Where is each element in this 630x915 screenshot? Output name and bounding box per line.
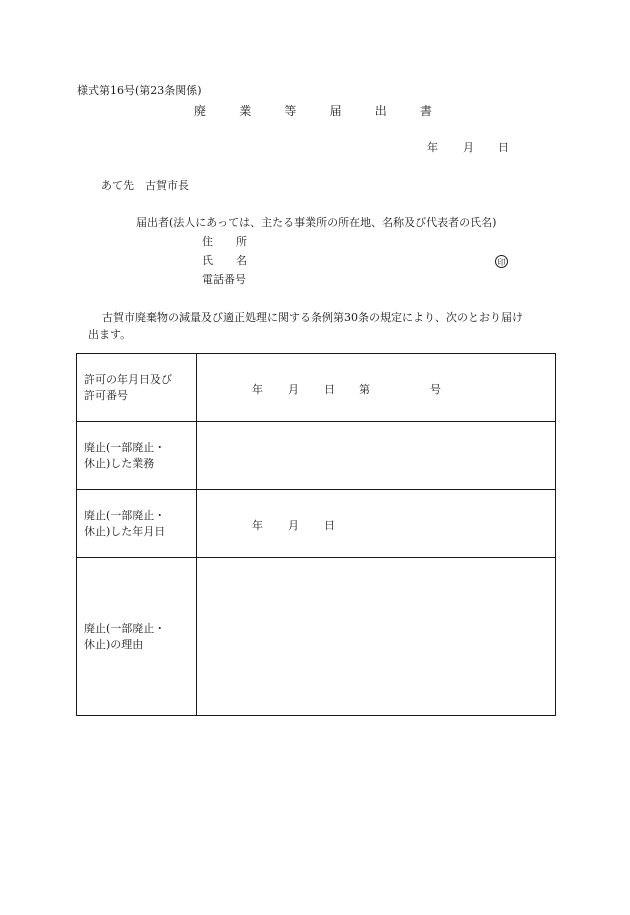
- title-char: 出: [374, 104, 387, 118]
- permit-number-prefix: 第: [359, 383, 370, 396]
- title-char: 書: [419, 104, 432, 118]
- table-row: [77, 422, 556, 490]
- seal-mark: 印: [495, 255, 508, 268]
- date-year: 年: [427, 141, 438, 154]
- name-label-char: 氏: [202, 254, 213, 267]
- reason-label-line2: 休止)の理由: [84, 637, 144, 651]
- reason-value-cell[interactable]: [197, 558, 556, 716]
- addressee: あて先 古賀市長: [101, 179, 189, 192]
- document-title: [194, 104, 432, 118]
- permit-month: 月: [288, 383, 299, 396]
- address-label-char: 所: [236, 235, 247, 248]
- permit-label-cell: [77, 354, 197, 422]
- permit-label-line1: 許可の年月日及び: [84, 372, 172, 386]
- closure-year: 年: [252, 519, 263, 532]
- business-value-cell[interactable]: [197, 422, 556, 490]
- closure-date-label-line2: 休止)した年月日: [84, 524, 166, 538]
- business-label-cell: [77, 422, 197, 490]
- name-label-char: 名: [236, 254, 247, 267]
- title-char: 等: [284, 104, 297, 118]
- date-month: 月: [463, 141, 474, 154]
- address-label-char: 住: [202, 235, 213, 248]
- title-char: 届: [329, 104, 342, 118]
- closure-month: 月: [288, 519, 299, 532]
- permit-number-suffix: 号: [430, 383, 441, 396]
- body-line-1: 古賀市廃棄物の減量及び適正処理に関する条例第30条の規定により、次のとおり届け: [102, 311, 523, 324]
- business-label-line1: 廃止(一部廃止・: [84, 440, 166, 454]
- table-row: [77, 354, 556, 422]
- closure-date-label-line1: 廃止(一部廃止・: [84, 508, 166, 522]
- permit-label-line2: 許可番号: [84, 388, 128, 402]
- phone-label: 電話番号: [202, 273, 246, 286]
- title-char: 業: [239, 104, 252, 118]
- form-number: 様式第16号(第23条関係): [77, 84, 202, 97]
- permit-year: 年: [252, 383, 263, 396]
- permit-day: 日: [324, 383, 335, 396]
- notification-table: [76, 353, 556, 716]
- table-row: [77, 490, 556, 558]
- reason-label-line1: 廃止(一部廃止・: [84, 621, 166, 635]
- closure-date-value-cell[interactable]: [197, 490, 556, 558]
- notifier-heading: 届出者(法人にあっては、主たる事業所の所在地、名称及び代表者の氏名): [136, 216, 497, 229]
- closure-day: 日: [324, 519, 335, 532]
- name-label: [202, 254, 247, 268]
- permit-value-cell[interactable]: [197, 354, 556, 422]
- closure-date-label-cell: [77, 490, 197, 558]
- address-label: [202, 235, 247, 249]
- reason-label-cell: [77, 558, 197, 716]
- date-day: 日: [498, 141, 509, 154]
- business-label-line2: 休止)した業務: [84, 456, 155, 470]
- table-row: [77, 558, 556, 716]
- title-char: 廃: [194, 104, 207, 118]
- body-line-2: 出ます。: [88, 328, 132, 341]
